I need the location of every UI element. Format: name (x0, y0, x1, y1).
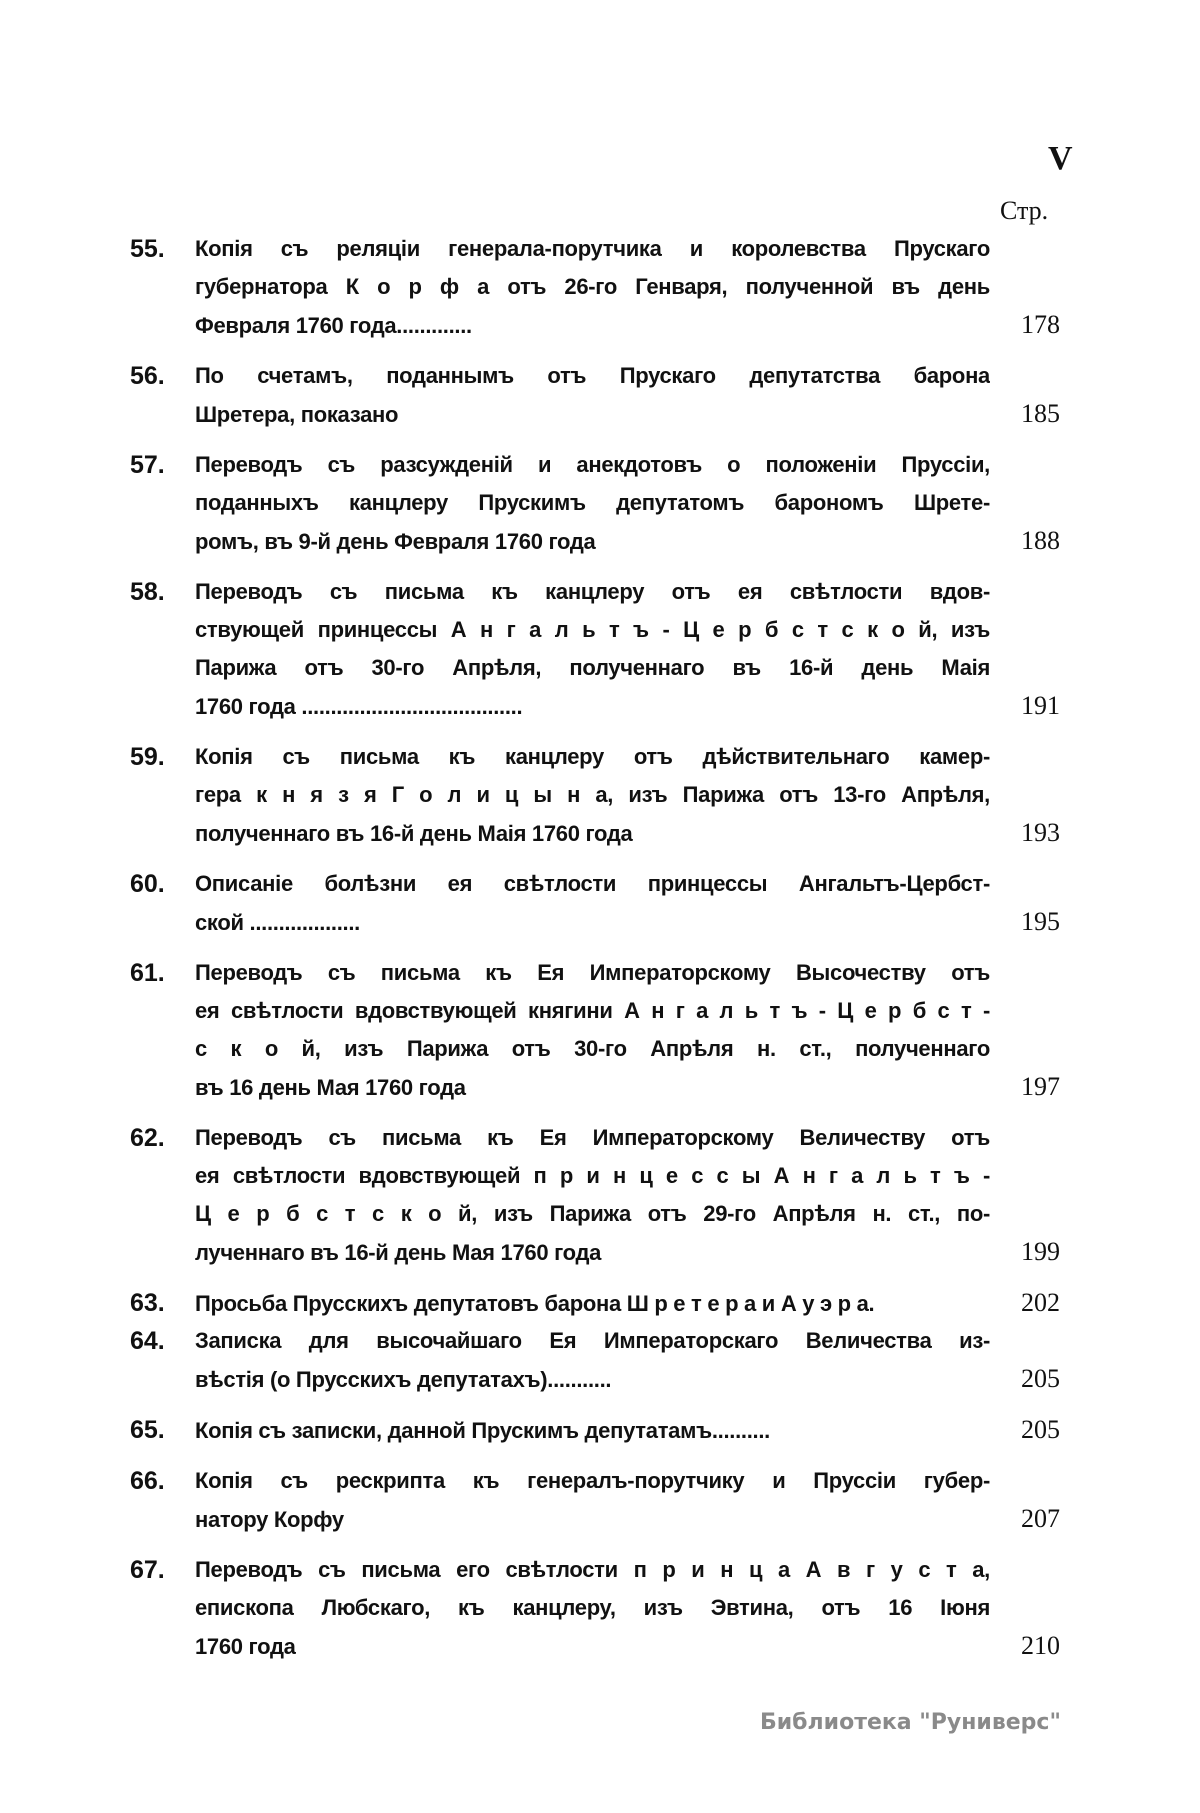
entry-line (130, 687, 1060, 725)
toc-entry (130, 954, 1060, 1106)
entry-title-text: с к о й, изъ Парижа отъ 30-го Апрѣля н. ст., полученнаго (195, 1036, 990, 1061)
entry-line (130, 1360, 1060, 1398)
page-column-header: Стр. (1000, 196, 1049, 225)
entry-title-text: Описаніе болѣзни ея свѣтлости принцессы Ангальтъ-Цербст- (195, 871, 990, 896)
entry-line (130, 357, 1060, 395)
entry-title-text: ея свѣтлости вдовствующей п р и н ц е с с ы А н г а л ь т ъ - (195, 1163, 990, 1188)
entry-line (130, 1627, 1060, 1665)
entry-number: 62. (130, 1124, 165, 1152)
entry-line (130, 865, 1060, 903)
entry-line (130, 268, 1060, 306)
toc-entry (130, 573, 1060, 725)
entry-title-text: Копія съ письма къ канцлеру отъ дѣйствительнаго камер- (195, 744, 990, 769)
toc-entry (130, 1462, 1060, 1538)
entry-title-text: ея свѣтлости вдовствующей княгини А н г а л ь т ъ - Ц е р б с т - (195, 998, 990, 1023)
entry-title-text: Переводъ съ письма къ канцлеру отъ ея свѣтлости вдов- (195, 579, 990, 604)
entry-title-text: Переводъ съ письма къ Ея Императорскому Высочеству отъ (195, 960, 990, 985)
entry-line (130, 1030, 1060, 1068)
toc-entry (130, 1119, 1060, 1271)
entry-title-text: поданныхъ канцлеру Прускимъ депутатомъ барономъ Шрете- (195, 490, 990, 515)
entry-page-number: 193 (1021, 818, 1060, 847)
entry-line (130, 776, 1060, 814)
entry-title-text: Ц е р б с т с к о й, изъ Парижа отъ 29-го Апрѣля н. ст., по- (195, 1201, 990, 1226)
entry-line (130, 954, 1060, 992)
entry-number: 67. (130, 1556, 165, 1584)
entry-page-number: 202 (1021, 1288, 1060, 1317)
entry-number: 66. (130, 1467, 165, 1495)
toc-entry (130, 1411, 1060, 1449)
entry-number: 60. (130, 870, 165, 898)
entry-number: 65. (130, 1416, 165, 1444)
entry-line (130, 522, 1060, 560)
entry-page-number: 207 (1021, 1504, 1060, 1533)
toc-entry (130, 446, 1060, 560)
entry-line (130, 1195, 1060, 1233)
entry-line (130, 306, 1060, 344)
entry-title-text: лученнаго въ 16-й день Мая 1760 года (195, 1240, 602, 1265)
entry-number: 56. (130, 362, 165, 390)
entry-title-text: Копія съ рескрипта къ генералъ-порутчику и Пруссіи губер- (195, 1468, 990, 1493)
entry-line (130, 1284, 1060, 1322)
entry-title-text: натору Корфу (195, 1507, 344, 1532)
entry-number: 55. (130, 235, 165, 263)
entry-title-text: По счетамъ, поданнымъ отъ Прускаго депутатства барона (195, 363, 990, 388)
entry-page-number: 205 (1021, 1364, 1060, 1393)
entry-page-number: 195 (1021, 907, 1060, 936)
entry-line (130, 446, 1060, 484)
entry-title-text: губернатора К о р ф а отъ 26-го Генваря, полученной въ день (195, 274, 990, 299)
entry-title-text: полученнаго въ 16-й день Маія 1760 года (195, 821, 633, 846)
entry-title-text: ромъ, въ 9-й день Февраля 1760 года (195, 529, 596, 554)
toc-entry (130, 1284, 1060, 1322)
entry-title-text: Копія съ реляціи генерала-порутчика и королевства Прускаго (195, 236, 990, 261)
entry-page-number: 191 (1021, 691, 1060, 720)
entry-page-number: 197 (1021, 1072, 1060, 1101)
entry-line (130, 1233, 1060, 1271)
entry-line (130, 1068, 1060, 1106)
entry-title-text: гера к н я з я Г о л и ц ы н а, изъ Парижа отъ 13-го Апрѣля, (195, 782, 990, 807)
entry-title-text: ской ................... (195, 910, 360, 935)
entry-title-text: ствующей принцессы А н г а л ь т ъ - Ц е р б с т с к о й, изъ (195, 617, 990, 642)
entry-line (130, 484, 1060, 522)
entry-page-number: 188 (1021, 526, 1060, 555)
entry-line (130, 1322, 1060, 1360)
entry-title-text: 1760 года ...................................... (195, 694, 523, 719)
entry-line (130, 1589, 1060, 1627)
entry-line (130, 649, 1060, 687)
entry-title-text: Шретера, показано (195, 402, 399, 427)
entry-title-text: Записка для высочайшаго Ея Императорскаго Величества из- (195, 1328, 990, 1353)
entry-page-number: 210 (1021, 1631, 1060, 1660)
entry-line (130, 573, 1060, 611)
entry-title-text: Просьба Прусскихъ депутатовъ барона Ш р е т е р а и А у э р а. (195, 1291, 875, 1316)
toc-entry (130, 1322, 1060, 1398)
entry-number: 64. (130, 1327, 165, 1355)
entry-number: 58. (130, 578, 165, 606)
entry-title-text: Переводъ съ письма его свѣтлости п р и н ц а А в г у с т а, (195, 1557, 990, 1582)
toc-entry (130, 230, 1060, 344)
entry-title-text: Парижа отъ 30-го Апрѣля, полученнаго въ 16-й день Маія (195, 655, 990, 680)
entry-line (130, 1551, 1060, 1589)
toc-entry (130, 357, 1060, 433)
entry-line (130, 738, 1060, 776)
entry-line (130, 395, 1060, 433)
entry-page-number: 178 (1021, 310, 1060, 339)
entry-number: 61. (130, 959, 165, 987)
entry-line (130, 1462, 1060, 1500)
entry-line (130, 903, 1060, 941)
entry-page-number: 199 (1021, 1237, 1060, 1266)
entry-line (130, 1411, 1060, 1449)
entry-title-text: въ 16 день Мая 1760 года (195, 1075, 466, 1100)
entry-title-text: вѣстія (о Прусскихъ депутатахъ)........... (195, 1367, 612, 1392)
toc-entry (130, 865, 1060, 941)
library-watermark: Библиотека "Руниверс" (760, 1710, 1061, 1735)
entry-page-number: 205 (1021, 1415, 1060, 1444)
entry-title-text: епископа Любскаго, къ канцлеру, изъ Эвтина, отъ 16 Іюня (195, 1595, 990, 1620)
entry-number: 59. (130, 743, 165, 771)
entry-line (130, 1500, 1060, 1538)
entry-line (130, 230, 1060, 268)
toc-entry (130, 1551, 1060, 1665)
entry-line (130, 1119, 1060, 1157)
entry-number: 63. (130, 1289, 165, 1317)
page-folio: V (1048, 140, 1073, 177)
table-of-contents (130, 230, 1060, 1665)
entry-title-text: Переводъ съ разсужденій и анекдотовъ о положеніи Пруссіи, (195, 452, 990, 477)
entry-title-text: Переводъ съ письма къ Ея Императорскому Величеству отъ (195, 1125, 990, 1150)
toc-entry (130, 738, 1060, 852)
entry-page-number: 185 (1021, 399, 1060, 428)
entry-number: 57. (130, 451, 165, 479)
entry-title-text: 1760 года (195, 1634, 296, 1659)
entry-line (130, 814, 1060, 852)
entry-line (130, 992, 1060, 1030)
entry-title-text: Февраля 1760 года............. (195, 313, 472, 338)
entry-line (130, 1157, 1060, 1195)
entry-title-text: Копія съ записки, данной Прускимъ депутатамъ.......... (195, 1418, 770, 1443)
entry-line (130, 611, 1060, 649)
